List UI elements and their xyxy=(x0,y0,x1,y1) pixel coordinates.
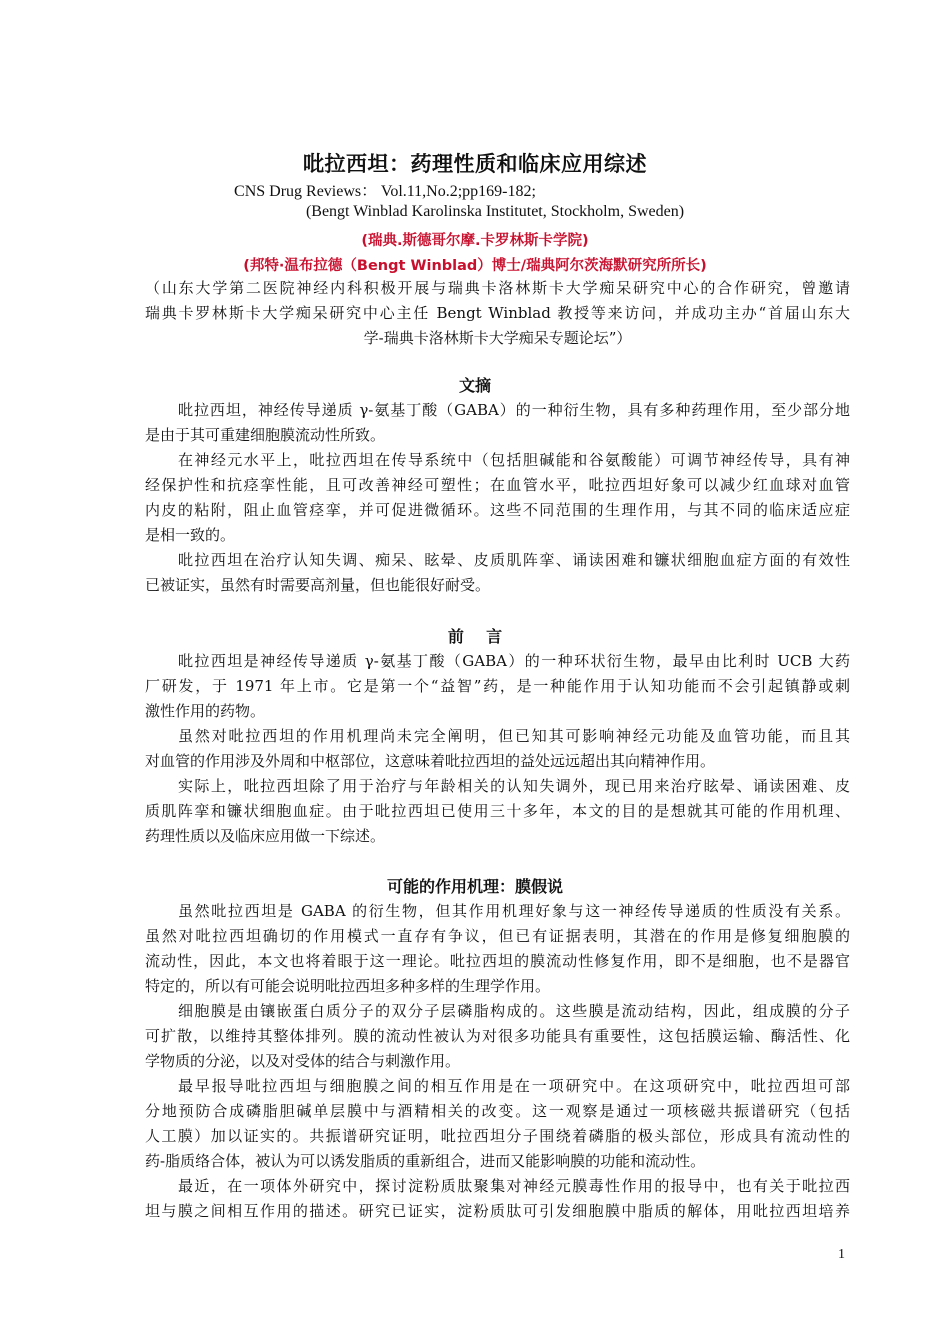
paragraph-line: 是相一致的。 xyxy=(145,526,236,544)
paragraph-line: 质肌阵挛和镰状细胞血症。由于吡拉西坦已使用三十多年，本文的目的是想就其可能的作用机理、 xyxy=(145,802,850,820)
editor-note xyxy=(145,276,850,351)
introduction-body xyxy=(145,649,850,849)
abstract-body xyxy=(145,398,850,598)
paragraph-line: 经保护性和抗痉挛性能，且可改善神经可塑性；在血管水平，吡拉西坦好象可以减少红血球对血管 xyxy=(145,476,850,494)
note-line: 瑞典卡罗林斯卡大学痴呆研究中心主任 Bengt Winblad 教授等来访问，并成功主办“首届山东大 xyxy=(145,304,850,322)
paragraph-line: 药理性质以及临床应用做一下综述。 xyxy=(145,827,386,845)
paragraph-line: 虽然吡拉西坦是 GABA 的衍生物，但其作用机理好象与这一神经传导递质的性质没有关系。 xyxy=(178,902,850,920)
paragraph-line: 分地预防合成磷脂胆碱单层膜中与酒精相关的改变。这一观察是通过一项核磁共振谱研究（包括 xyxy=(145,1102,850,1120)
paragraph-line: 吡拉西坦，神经传导递质 γ-氨基丁酸（GABA）的一种衍生物，具有多种药理作用，至少部分地 xyxy=(178,401,850,419)
paragraph-line: 在神经元水平上，吡拉西坦在传导系统中（包括胆碱能和谷氨酸能）可调节神经传导，具有神 xyxy=(178,451,850,469)
paragraph-line: 药-脂质络合体，被认为可以诱发脂质的重新组合，进而又能影响膜的功能和流动性。 xyxy=(145,1152,706,1170)
paragraph-line: 已被证实，虽然有时需要高剂量，但也能很好耐受。 xyxy=(145,576,491,594)
section-heading-abstract: 文摘 xyxy=(458,376,491,395)
paragraph-line: 坦与膜之间相互作用的描述。研究已证实，淀粉质肽可引发细胞膜中脂质的解体，用吡拉西坦培养 xyxy=(145,1202,850,1220)
page-title: 吡拉西坦：药理性质和临床应用综述 xyxy=(303,152,647,176)
note-line: （山东大学第二医院神经内科积极开展与瑞典卡洛林斯卡大学痴呆研究中心的合作研究，曾邀请 xyxy=(145,279,850,297)
paragraph-line: 是由于其可重建细胞膜流动性所致。 xyxy=(145,426,386,444)
author-affiliation: (Bengt Winblad Karolinska Institutet, Stockholm, Sweden) xyxy=(305,203,685,220)
paragraph-line: 人工膜）加以证实的。共振谱研究证明，吡拉西坦分子围绕着磷脂的极头部位，形成具有流动性的 xyxy=(145,1127,850,1145)
author-title-line: (邦特·温布拉德（Bengt Winblad）博士/瑞典阿尔茨海默研究所所长) xyxy=(243,258,707,274)
paragraph-line: 细胞膜是由镶嵌蛋白质分子的双分子层磷脂构成的。这些膜是流动结构，因此，组成膜的分子 xyxy=(178,1002,850,1020)
paragraph-line: 吡拉西坦是神经传导递质 γ-氨基丁酸（GABA）的一种环状衍生物，最早由比利时 UCB 大药 xyxy=(178,652,850,670)
paragraph-line: 激性作用的药物。 xyxy=(145,702,266,720)
paragraph-line: 吡拉西坦在治疗认知失调、痴呆、眩晕、皮质肌阵挛、诵读困难和镰状细胞血症方面的有效性 xyxy=(178,551,850,569)
paragraph-line: 内皮的粘附，阻止血管痉挛，并可促进微循环。这些不同范围的生理作用，与其不同的临床适应症 xyxy=(145,501,850,519)
paragraph-line: 最早报导吡拉西坦与细胞膜之间的相互作用是在一项研究中。在这项研究中，吡拉西坦可部 xyxy=(178,1077,850,1095)
paragraph-line: 虽然对吡拉西坦的作用机理尚未完全阐明，但已知其可影响神经元功能及血管功能，而且其 xyxy=(178,727,850,745)
paragraph-line: 厂研发，于 1971 年上市。它是第一个“益智”药，是一种能作用于认知功能而不会引起镇静或刺 xyxy=(145,677,850,695)
paragraph-line: 可扩散，以维持其整体排列。膜的流动性被认为对很多功能具有重要性，这包括膜运输、酶活性、化 xyxy=(145,1027,850,1045)
note-line: 学-瑞典卡洛林斯卡大学痴呆专题论坛”） xyxy=(363,329,632,347)
mechanism-body xyxy=(145,899,850,1224)
paragraph-line: 最近，在一项体外研究中，探讨淀粉质肽聚集对神经元膜毒性作用的报导中，也有关于吡拉西 xyxy=(178,1177,850,1195)
paragraph-line: 特定的，所以有可能会说明吡拉西坦多种多样的生理学作用。 xyxy=(145,977,551,995)
section-heading-mechanism: 可能的作用机理：膜假说 xyxy=(386,877,563,896)
page-number: 1 xyxy=(838,1247,845,1262)
section-heading-introduction: 前 言 xyxy=(447,627,503,646)
citation: CNS Drug Reviews： Vol.11,No.2;pp169-182; xyxy=(234,183,536,200)
institution-line: (瑞典.斯德哥尔摩.卡罗林斯卡学院) xyxy=(361,233,589,249)
paragraph-line: 虽然对吡拉西坦确切的作用模式一直存有争议，但已有证据表明，其潜在的作用是修复细胞膜的 xyxy=(145,927,850,945)
paragraph-line: 实际上，吡拉西坦除了用于治疗与年龄相关的认知失调外，现已用来治疗眩晕、诵读困难、皮 xyxy=(178,777,850,795)
paragraph-line: 学物质的分泌，以及对受体的结合与刺激作用。 xyxy=(145,1052,461,1070)
paragraph-line: 流动性，因此，本文也将着眼于这一理论。吡拉西坦的膜流动性修复作用，即不是细胞，也不是器官 xyxy=(145,952,850,970)
paragraph-line: 对血管的作用涉及外周和中枢部位，这意味着吡拉西坦的益处远远超出其向精神作用。 xyxy=(145,752,716,770)
